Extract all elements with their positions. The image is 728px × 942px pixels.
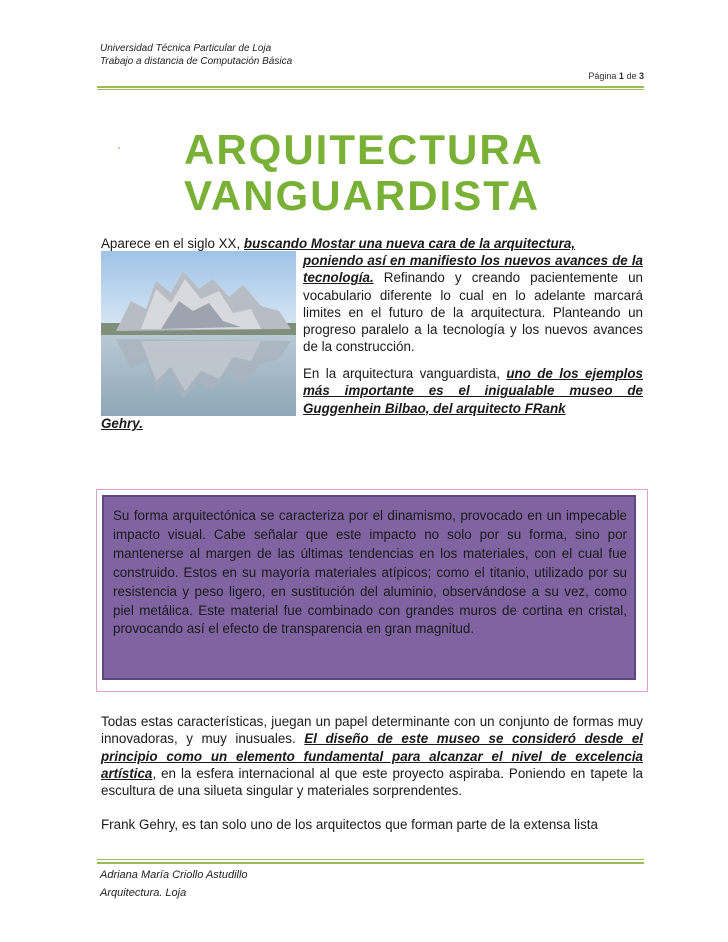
page-title [184, 127, 544, 219]
footer-rule-thin [97, 859, 644, 860]
highlight-box-text: Su forma arquitectónica se caracteriza por el dinamismo, provocado en un impecable impacto visual. Cabe señalar que este impacto no solo por su forma, sino por mantenerse al margen de las últimas tendencias en los materiales, con el cual fue construido. Estos en su mayoría materiales atípicos; como el titanio, utilizado por su resistencia y peso ligero, en sustitución del aluminio, observándose a su vez, como piel metálica. Este material fue combinado con grandes muros de cortina en cristal, provocando así el efecto de transparencia en gran magnitud. [113, 508, 627, 637]
page-current: 1 [618, 71, 624, 81]
gehry-text: Gehry. [101, 416, 143, 431]
vanguard-emphasis: uno de los ejemplos más importante es el inigualable museo de Guggenhein Bilbao, del arquitecto FRank [303, 366, 643, 416]
characteristics-paragraph [101, 713, 643, 799]
footer-author: Adriana María Criollo Astudillo [100, 869, 248, 881]
page-total: 3 [638, 71, 644, 81]
characteristics-emphasis: El diseño de este museo se consideró desde el principio como un elemento fundamental para alcanzar el nivel de excelencia artística [101, 731, 643, 781]
page-of: de [626, 71, 637, 81]
museum-image-icon [101, 251, 296, 416]
guggenheim-photo [101, 251, 296, 416]
footer-program: Arquitectura. Loja [100, 887, 187, 899]
characteristics-rest: , en la esfera internacional al que este proyecto aspiraba. Poniendo en tapete la escultura de una silueta singular y materiales sorprendentes. [101, 765, 643, 799]
intro-emphasis: buscando Mostar una nueva cara de la arquitectura, [243, 236, 576, 251]
bullet-marker: · [117, 140, 121, 154]
header-course: Trabajo a distancia de Computación Básica [100, 56, 293, 67]
title-line-2: VANGUARDISTA [184, 172, 541, 219]
gehry-paragraph: Frank Gehry, es tan solo uno de los arquitectos que forman parte de la extensa lista [101, 817, 598, 832]
footer-rule [97, 862, 644, 864]
characteristics-lead: Todas estas características, juegan un papel determinante con un conjunto de formas muy innovadoras, y muy inusuales. [101, 714, 643, 747]
header-university: Universidad Técnica Particular de Loja [100, 43, 272, 54]
header-rule-thin [97, 89, 644, 90]
intro-first-line [101, 235, 643, 252]
vanguard-column [303, 365, 643, 417]
page-prefix: Página [588, 71, 617, 81]
intro-column-emphasis: poniendo así en manifiesto los nuevos avances de la tecnología. [303, 253, 643, 286]
intro-column-text: Refinando y creando pacientemente un vocabulario diferente lo cual en lo adelante marcará limites en el futuro de la arquitectura. Planteando un progreso paralelo a la tecnología y los nuevos avances de la construcción. [303, 270, 643, 355]
intro-column [303, 252, 643, 356]
vanguard-lead: En la arquitectura vanguardista, [303, 366, 507, 381]
page-number [588, 71, 644, 81]
header-rule [97, 86, 644, 88]
title-line-1: ARQUITECTURA [184, 126, 544, 173]
intro-lead: Aparece en el siglo XX, [101, 236, 244, 251]
